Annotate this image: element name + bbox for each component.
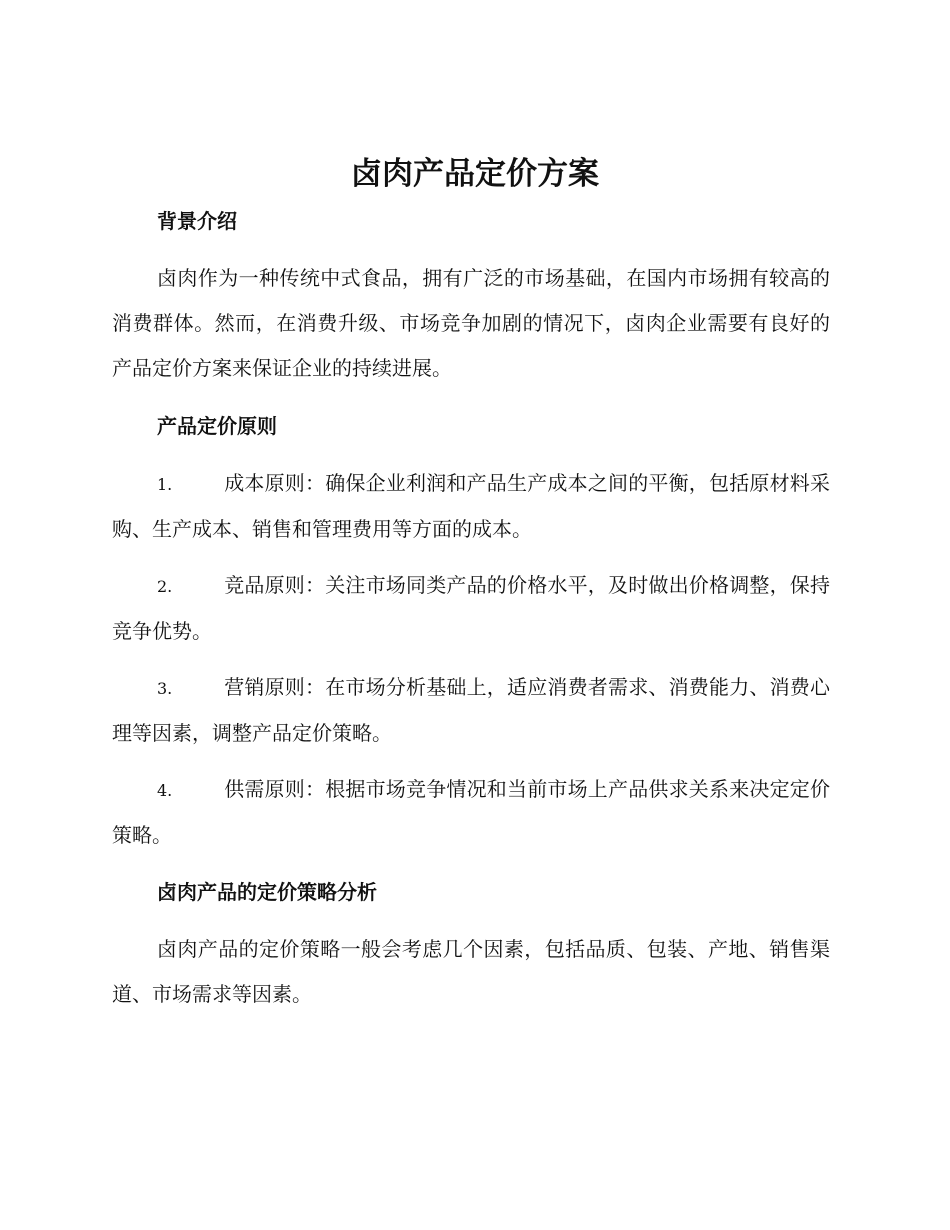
principle-item xyxy=(112,665,830,756)
section-heading-principles: 产品定价原则 xyxy=(157,414,277,438)
principle-item xyxy=(112,767,830,858)
principle-item xyxy=(112,461,830,552)
document-title: 卤肉产品定价方案 xyxy=(351,156,599,192)
background-paragraph: 卤肉作为一种传统中式食品，拥有广泛的市场基础，在国内市场拥有较高的消费群体。然而，在消费升级、市场竞争加剧的情况下，卤肉企业需要有良好的产品定价方案来保证企业的持续进展。 xyxy=(112,266,830,380)
principle-item-text: 营销原则：在市场分析基础上，适应消费者需求、消费能力、消费心理等因素，调整产品定价策略。 xyxy=(112,675,830,745)
principle-item-text: 竞品原则：关注市场同类产品的价格水平，及时做出价格调整，保持竞争优势。 xyxy=(112,573,830,643)
section-heading-background: 背景介绍 xyxy=(157,209,237,233)
principle-item-number: 4. xyxy=(157,781,173,800)
principle-item-text: 成本原则：确保企业利润和产品生产成本之间的平衡，包括原材料采购、生产成本、销售和管理费用等方面的成本。 xyxy=(112,471,830,541)
strategy-paragraph: 卤肉产品的定价策略一般会考虑几个因素，包括品质、包装、产地、销售渠道、市场需求等因素。 xyxy=(112,937,830,1006)
principle-item-number: 2. xyxy=(157,577,173,596)
section-heading-strategy: 卤肉产品的定价策略分析 xyxy=(157,880,377,904)
principle-item-number: 1. xyxy=(157,475,173,494)
principle-item xyxy=(112,563,830,654)
principle-item-number: 3. xyxy=(157,679,173,698)
principle-item-text: 供需原则：根据市场竞争情况和当前市场上产品供求关系来决定定价策略。 xyxy=(112,777,830,847)
